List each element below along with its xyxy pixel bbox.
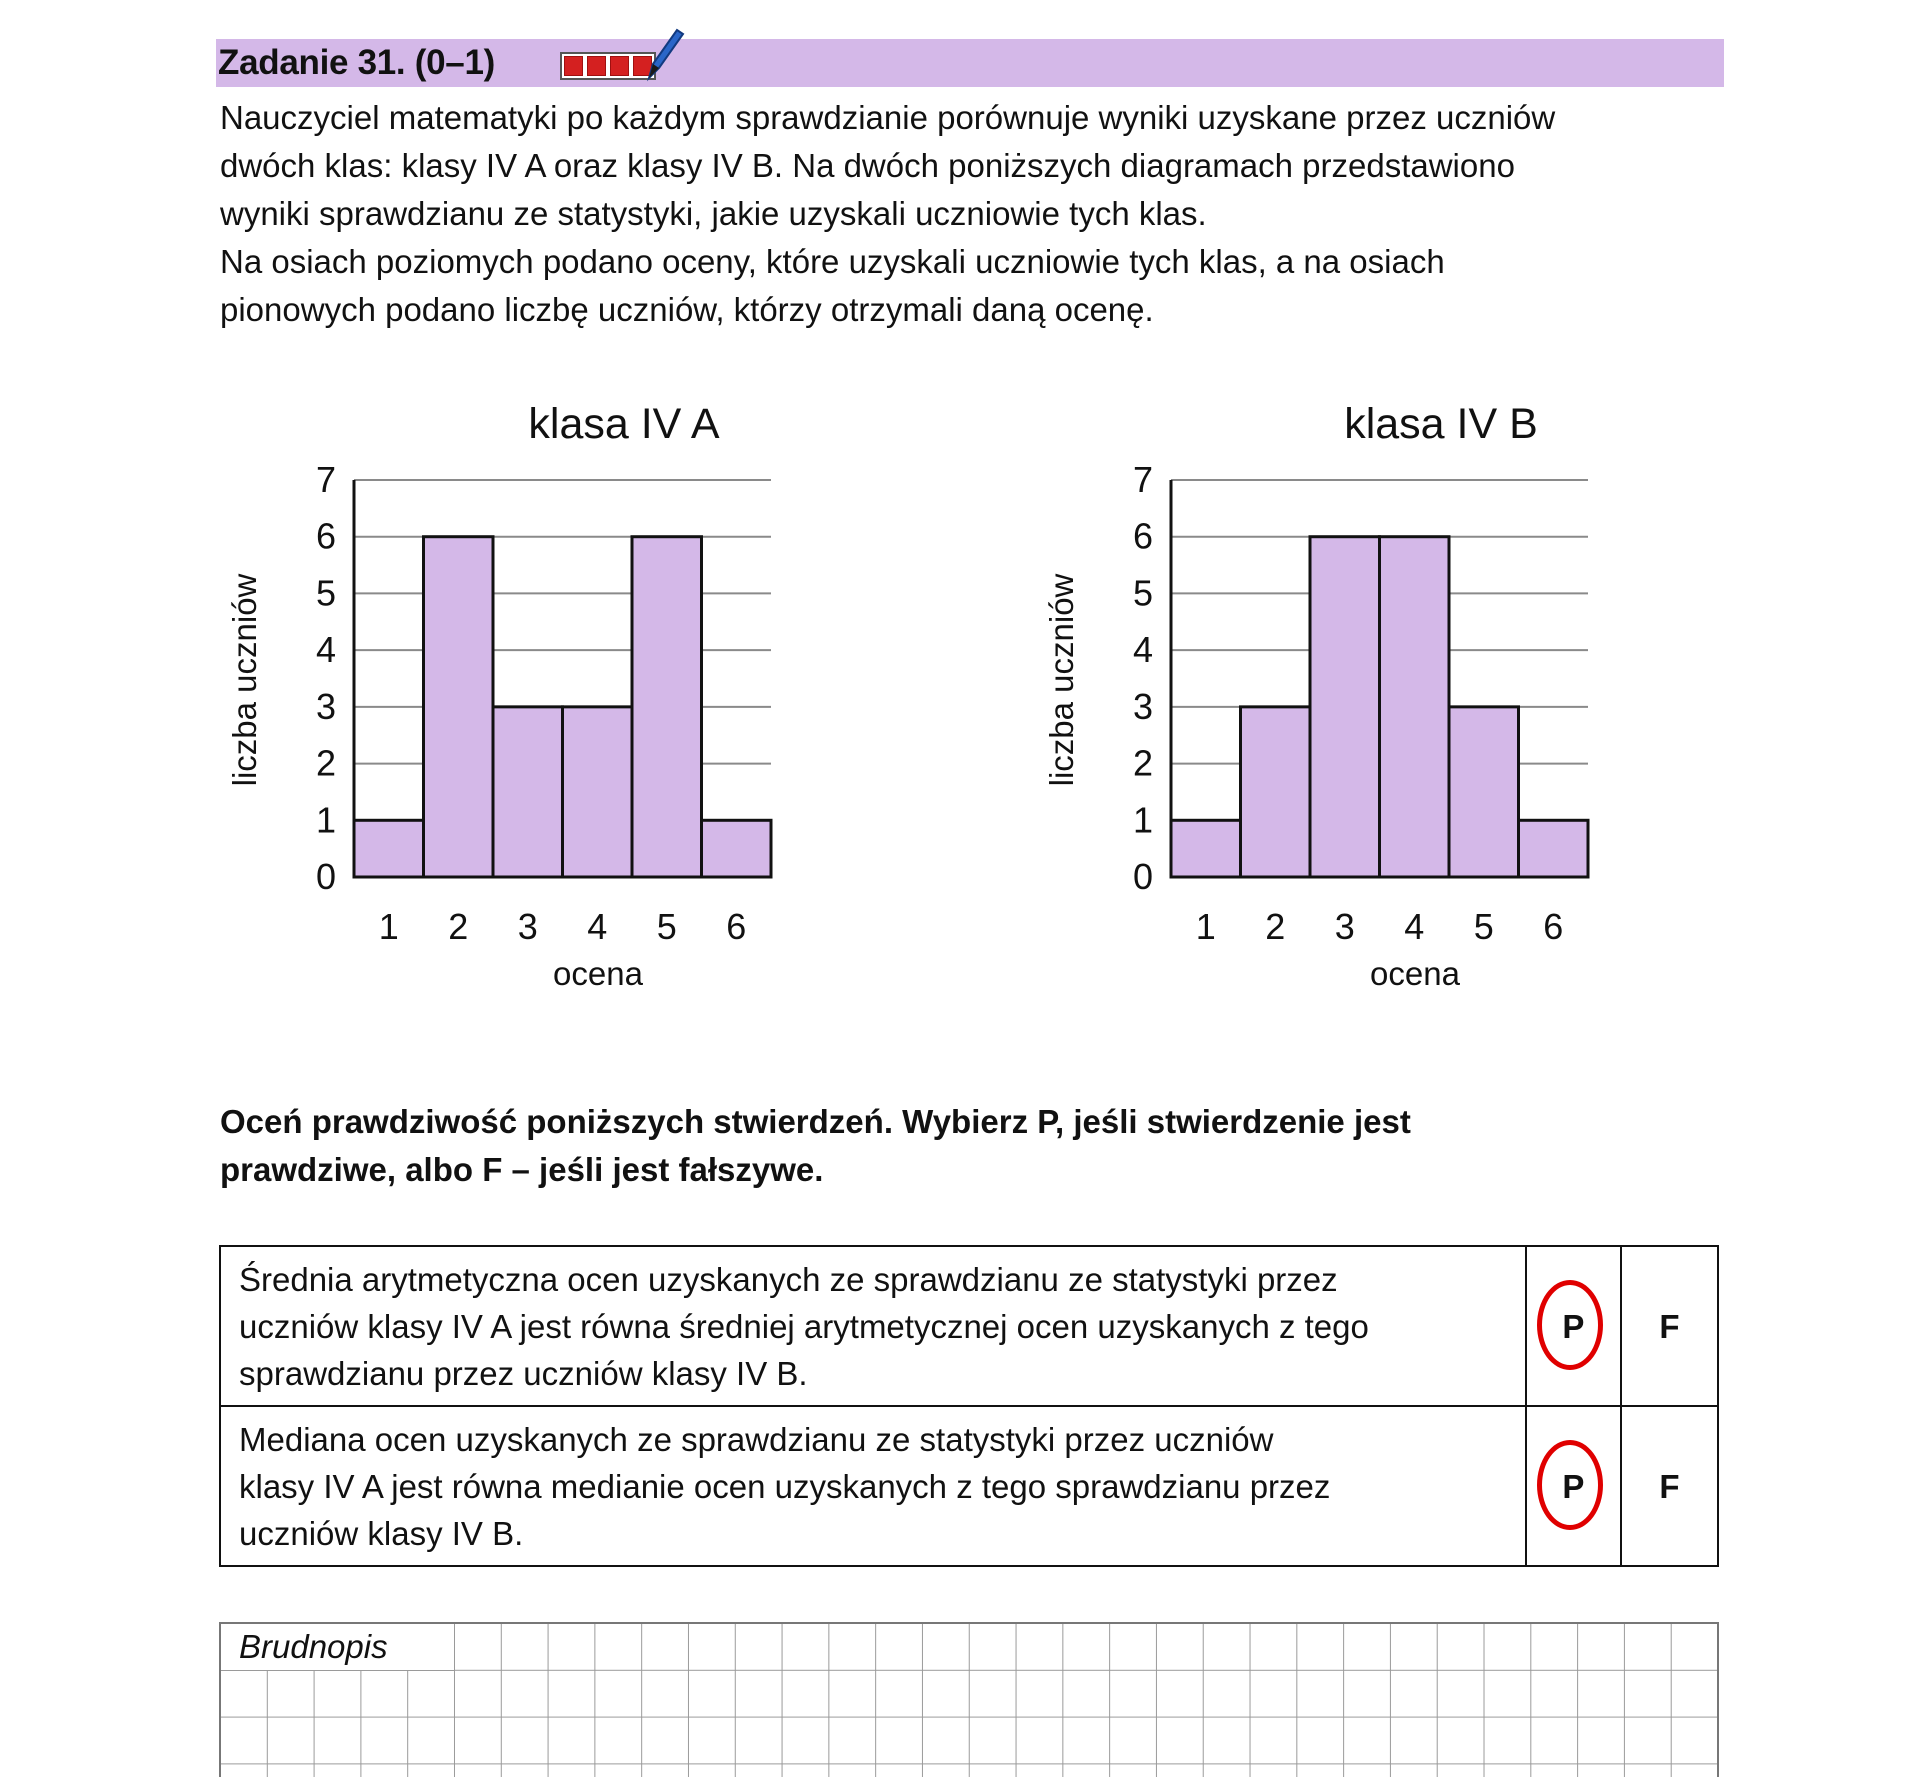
y-tick-label: 3 [315,685,336,727]
y-axis-label: liczba uczniów [226,573,263,787]
x-tick-label: 3 [517,906,538,947]
bar [1449,707,1519,877]
y-tick-label: 5 [1132,572,1153,614]
instruction-line: Oceń prawdziwość poniższych stwierdzeń. Wybierz P, jeśli stwierdzenie jest [220,1103,1411,1140]
task-intro [220,94,1720,334]
option-f-label: F [1659,1307,1680,1345]
selection-circle [1537,1440,1603,1530]
bar [1519,820,1589,877]
y-tick-label: 3 [1132,685,1153,727]
y-tick-label: 1 [1132,799,1153,841]
y-tick-label: 6 [1132,515,1153,557]
y-tick-label: 7 [1132,459,1153,500]
instruction [220,1098,1720,1194]
statement-line: sprawdzianu przez uczniów klasy IV B. [239,1354,808,1392]
pen-icon [643,24,687,82]
difficulty-square [587,56,606,76]
chart-svg [1033,380,1713,1000]
statement-line: uczniów klasy IV B. [239,1514,524,1552]
bar [632,537,702,877]
y-tick-label: 7 [315,459,336,500]
selection-circle [1537,1280,1603,1370]
x-tick-label: 5 [1473,906,1494,947]
intro-line: Nauczyciel matematyki po każdym sprawdzianie porównuje wyniki uzyskane przez uczniów [220,99,1556,136]
bar [1241,707,1311,877]
intro-line: pionowych podano liczbę uczniów, którzy otrzymali daną ocenę. [220,291,1154,328]
bar [1171,820,1241,877]
option-p-label: P [1562,1467,1585,1505]
bar [493,707,563,877]
draft-grid[interactable] [219,1622,1719,1777]
difficulty-square [610,56,629,76]
x-tick-label: 3 [1334,906,1355,947]
y-tick-label: 4 [1132,629,1153,671]
bar [1380,537,1450,877]
bar [1310,537,1380,877]
bar [424,537,494,877]
x-tick-label: 1 [1195,906,1216,947]
y-tick-label: 2 [1132,742,1153,784]
bar [702,820,772,877]
x-axis-label: ocena [553,955,643,992]
x-axis-label: ocena [1370,955,1460,992]
x-tick-label: 5 [656,906,677,947]
chart-svg [216,380,896,1000]
x-tick-label: 2 [448,906,469,947]
statement-row [220,1406,1718,1566]
chart-klasa-iv-b [1033,380,1713,1005]
y-tick-label: 5 [315,572,336,614]
statement-row [220,1246,1718,1406]
y-tick-label: 6 [315,515,336,557]
statement-line: Mediana ocen uzyskanych ze sprawdzianu ze statystyki przez uczniów [239,1420,1274,1458]
chart-klasa-iv-a [216,380,896,1005]
bar [354,820,424,877]
difficulty-square [564,56,583,76]
x-tick-label: 6 [1543,906,1564,947]
task-title: Zadanie 31. (0–1) [218,43,495,82]
draft-label: Brudnopis [221,1624,455,1671]
x-tick-label: 1 [378,906,399,947]
option-p-cell[interactable] [1526,1246,1621,1406]
x-tick-label: 4 [1404,906,1425,947]
x-tick-label: 6 [726,906,747,947]
statement-line: uczniów klasy IV A jest równa średniej arytmetycznej ocen uzyskanych z tego [239,1307,1369,1345]
y-tick-label: 0 [315,856,336,897]
x-tick-label: 2 [1265,906,1286,947]
statement-line: Średnia arytmetyczna ocen uzyskanych ze sprawdzianu ze statystyki przez [239,1260,1338,1298]
intro-line: dwóch klas: klasy IV A oraz klasy IV B. Na dwóch poniższych diagramach przedstawiono [220,147,1515,184]
intro-line: wyniki sprawdzianu ze statystyki, jakie uzyskali uczniowie tych klas. [220,195,1207,232]
option-f-label: F [1659,1467,1680,1505]
difficulty-squares-icon [560,52,656,80]
option-p-cell[interactable] [1526,1406,1621,1566]
y-tick-label: 4 [315,629,336,671]
statement-text [220,1246,1526,1406]
y-tick-label: 1 [315,799,336,841]
x-tick-label: 4 [587,906,608,947]
intro-line: Na osiach poziomych podano oceny, które uzyskali uczniowie tych klas, a na osiach [220,243,1445,280]
statement-text [220,1406,1526,1566]
true-false-table [219,1245,1719,1567]
option-p-label: P [1562,1307,1585,1345]
y-tick-label: 0 [1132,856,1153,897]
y-axis-label: liczba uczniów [1043,573,1080,787]
option-f-cell[interactable] [1621,1246,1718,1406]
option-f-cell[interactable] [1621,1406,1718,1566]
y-tick-label: 2 [315,742,336,784]
chart-title: klasa IV A [528,400,720,448]
chart-title: klasa IV B [1344,400,1538,448]
statement-line: klasy IV A jest równa medianie ocen uzyskanych z tego sprawdzianu przez [239,1467,1331,1505]
instruction-line: prawdziwe, albo F – jeśli jest fałszywe. [220,1151,824,1188]
bar [563,707,633,877]
